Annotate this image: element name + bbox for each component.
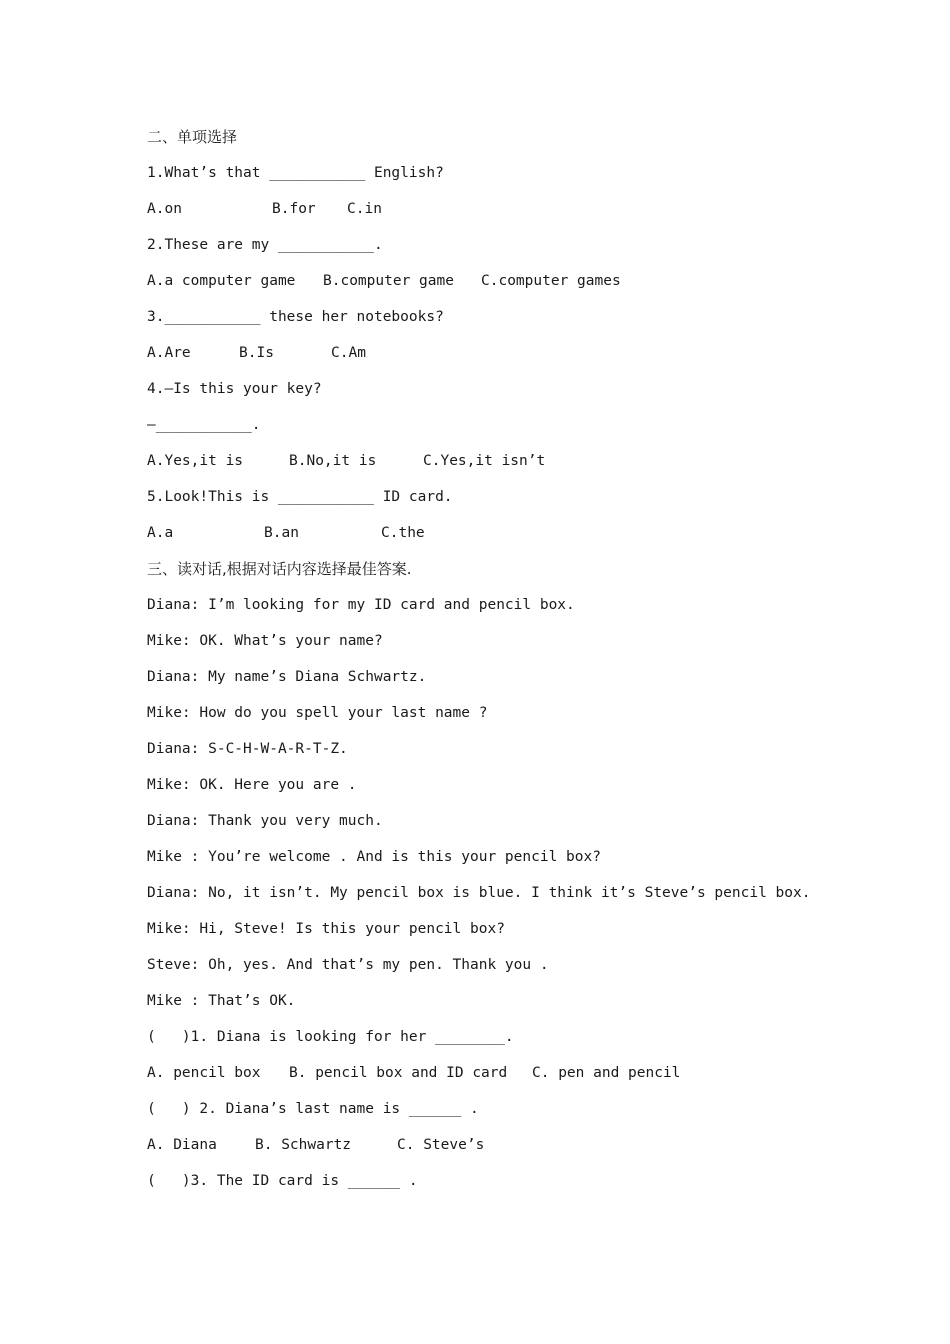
q3-option-a: A.Are [147, 345, 191, 361]
q1-option-c: C.in [347, 201, 382, 217]
section-3-heading: 三、读对话,根据对话内容选择最佳答案. [147, 560, 412, 578]
q5-option-a: A.a [147, 525, 174, 541]
dialogue-line: Diana: My name’s Diana Schwartz. [147, 669, 427, 685]
q4-option-a: A.Yes,it is [147, 453, 244, 469]
rq2-option-b: B. Schwartz [255, 1137, 352, 1153]
reading-question-1-options [147, 1060, 867, 1096]
q1-option-b: B.for [272, 201, 316, 217]
dialogue-line: Mike: OK. Here you are . [147, 777, 357, 793]
question-3-stem: 3.___________ these her notebooks? [147, 309, 444, 325]
q5-option-c: C.the [381, 525, 425, 541]
q2-option-a: A.a computer game [147, 273, 296, 289]
dialogue-line: Mike : You’re welcome . And is this your pencil box? [147, 849, 601, 865]
rq1-option-c: C. pen and pencil [532, 1065, 681, 1081]
q3-option-b: B.Is [239, 345, 274, 361]
question-1-stem: 1.What’s that ___________ English? [147, 165, 444, 181]
question-4-stem: 4.—Is this your key? [147, 381, 322, 397]
question-2-options [147, 268, 867, 304]
q3-option-c: C.Am [331, 345, 366, 361]
q2-option-c: C.computer games [481, 273, 621, 289]
section-2-heading: 二、单项选择 [147, 128, 238, 146]
question-4-answer-blank: —___________. [147, 417, 261, 433]
dialogue-line: Diana: Thank you very much. [147, 813, 383, 829]
rq2-option-a: A. Diana [147, 1137, 217, 1153]
question-5-options [147, 520, 867, 556]
q4-option-b: B.No,it is [289, 453, 377, 469]
reading-question-2-stem: ( ) 2. Diana’s last name is ______ . [147, 1101, 479, 1117]
dialogue-line: Mike: OK. What’s your name? [147, 633, 383, 649]
dialogue-line: Diana: S-C-H-W-A-R-T-Z. [147, 741, 348, 757]
reading-question-3-stem: ( )3. The ID card is ______ . [147, 1173, 418, 1189]
q2-option-b: B.computer game [323, 273, 454, 289]
rq1-option-b: B. pencil box and ID card [289, 1065, 508, 1081]
reading-question-2-options [147, 1132, 867, 1168]
q4-option-c: C.Yes,it isn’t [423, 453, 546, 469]
dialogue-line: Steve: Oh, yes. And that’s my pen. Thank you . [147, 957, 549, 973]
question-2-stem: 2.These are my ___________. [147, 237, 383, 253]
question-1-options [147, 196, 867, 232]
dialogue-line: Mike: How do you spell your last name ? [147, 705, 488, 721]
question-4-options [147, 448, 867, 484]
question-3-options [147, 340, 867, 376]
q1-option-a: A.on [147, 201, 182, 217]
dialogue-line: Diana: I’m looking for my ID card and pencil box. [147, 597, 575, 613]
rq2-option-c: C. Steve’s [397, 1137, 485, 1153]
worksheet-page [147, 124, 867, 1204]
reading-question-1-stem: ( )1. Diana is looking for her ________. [147, 1029, 514, 1045]
dialogue-line: Diana: No, it isn’t. My pencil box is blue. I think it’s Steve’s pencil box. [147, 885, 811, 901]
question-5-stem: 5.Look!This is ___________ ID card. [147, 489, 453, 505]
dialogue-line: Mike : That’s OK. [147, 993, 296, 1009]
q5-option-b: B.an [264, 525, 299, 541]
rq1-option-a: A. pencil box [147, 1065, 261, 1081]
dialogue-line: Mike: Hi, Steve! Is this your pencil box? [147, 921, 505, 937]
